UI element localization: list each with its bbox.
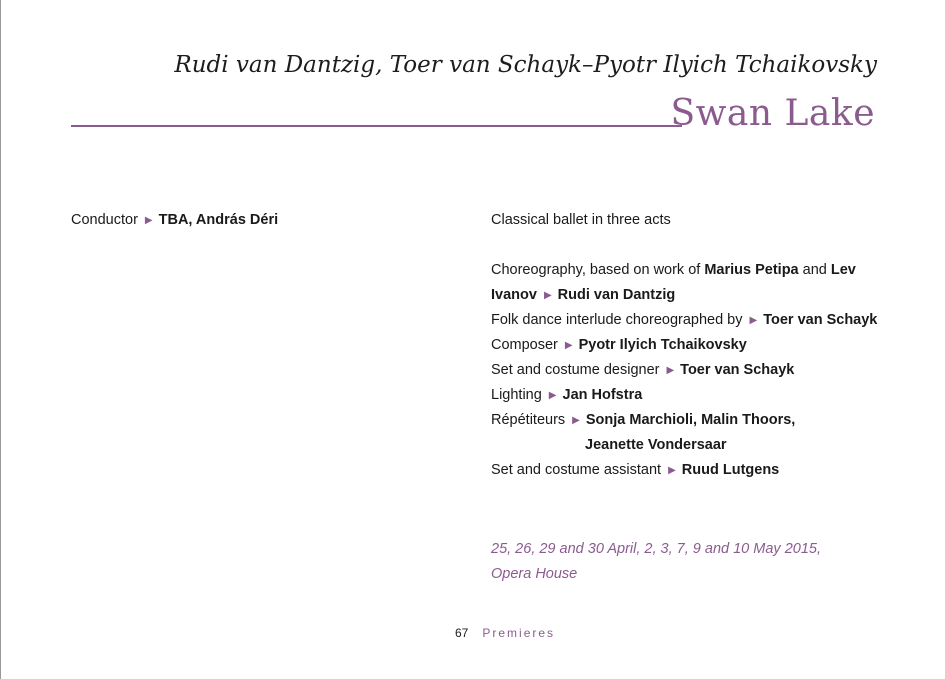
credit-set-design [491, 358, 877, 383]
set-label: Set and costume designer [491, 362, 660, 378]
credit-lighting [491, 383, 877, 408]
arrow-right-icon: ▶ [749, 315, 758, 326]
lighting-label: Lighting [491, 387, 542, 403]
choreo-prefix: Choreography, based on work of [491, 262, 705, 278]
page-edge-line [0, 0, 1, 679]
composer-label: Composer [491, 337, 558, 353]
rep-value-line1: Sonja Marchioli, Malin Thoors, [585, 412, 796, 428]
dates-line: 25, 26, 29 and 30 April, 2, 3, 7, 9 and 10 May 2015, [491, 541, 821, 557]
section-name: Premieres [482, 626, 556, 640]
credit-folk-dance [491, 308, 877, 333]
lighting-value: Jan Hofstra [562, 387, 643, 403]
composer-value: Pyotr Ilyich Tchaikovsky [578, 337, 747, 353]
assist-label: Set and costume assistant [491, 462, 662, 478]
intro-line: Classical ballet in three acts [491, 212, 671, 228]
credit-assistant [491, 458, 877, 483]
arrow-right-icon: ▶ [666, 365, 675, 376]
arrow-right-icon: ▶ [548, 390, 557, 401]
arrow-right-icon: ▶ [668, 465, 676, 476]
credit-choreography-line2 [491, 283, 877, 308]
conductor-value: TBA, András Déri [158, 212, 279, 228]
choreo-value: Rudi van Dantzig [557, 287, 676, 303]
conductor-section [71, 208, 278, 233]
performance-dates [491, 537, 821, 587]
page-title: Swan Lake [670, 93, 875, 134]
rep-value-line2: Jeanette Vondersaar [585, 437, 727, 453]
folk-label: Folk dance interlude choreographed by [491, 312, 743, 328]
credit-repetiteurs [491, 408, 877, 433]
folk-value: Toer van Schayk [763, 312, 878, 328]
rep-label: Répétiteurs [491, 412, 566, 428]
page-footer [455, 626, 555, 640]
credit-composer [491, 333, 877, 358]
spacer [491, 233, 877, 258]
arrow-right-icon: ▶ [564, 340, 573, 351]
conductor-label: Conductor [71, 212, 138, 228]
credit-repetiteurs-cont [491, 433, 877, 458]
page-number: 67 [455, 626, 469, 640]
assist-value: Ruud Lutgens [681, 462, 780, 478]
credit-choreography-line1 [491, 258, 877, 283]
conductor-row [71, 208, 278, 233]
choreo-name-ivanov-first: Lev [830, 262, 856, 278]
credits-section [491, 208, 877, 483]
arrow-right-icon: ▶ [144, 215, 153, 226]
page-subtitle: Rudi van Dantzig, Toer van Schayk–Pyotr Ilyich Tchaikovsky [174, 52, 877, 78]
set-value: Toer van Schayk [680, 362, 795, 378]
choreo-name-petipa: Marius Petipa [704, 262, 799, 278]
choreo-name-ivanov-last: Ivanov [491, 287, 537, 303]
choreo-and: and [798, 262, 831, 278]
arrow-right-icon: ▶ [572, 415, 580, 426]
venue-line: Opera House [491, 566, 578, 582]
title-rule [71, 125, 682, 127]
arrow-right-icon: ▶ [543, 290, 552, 301]
